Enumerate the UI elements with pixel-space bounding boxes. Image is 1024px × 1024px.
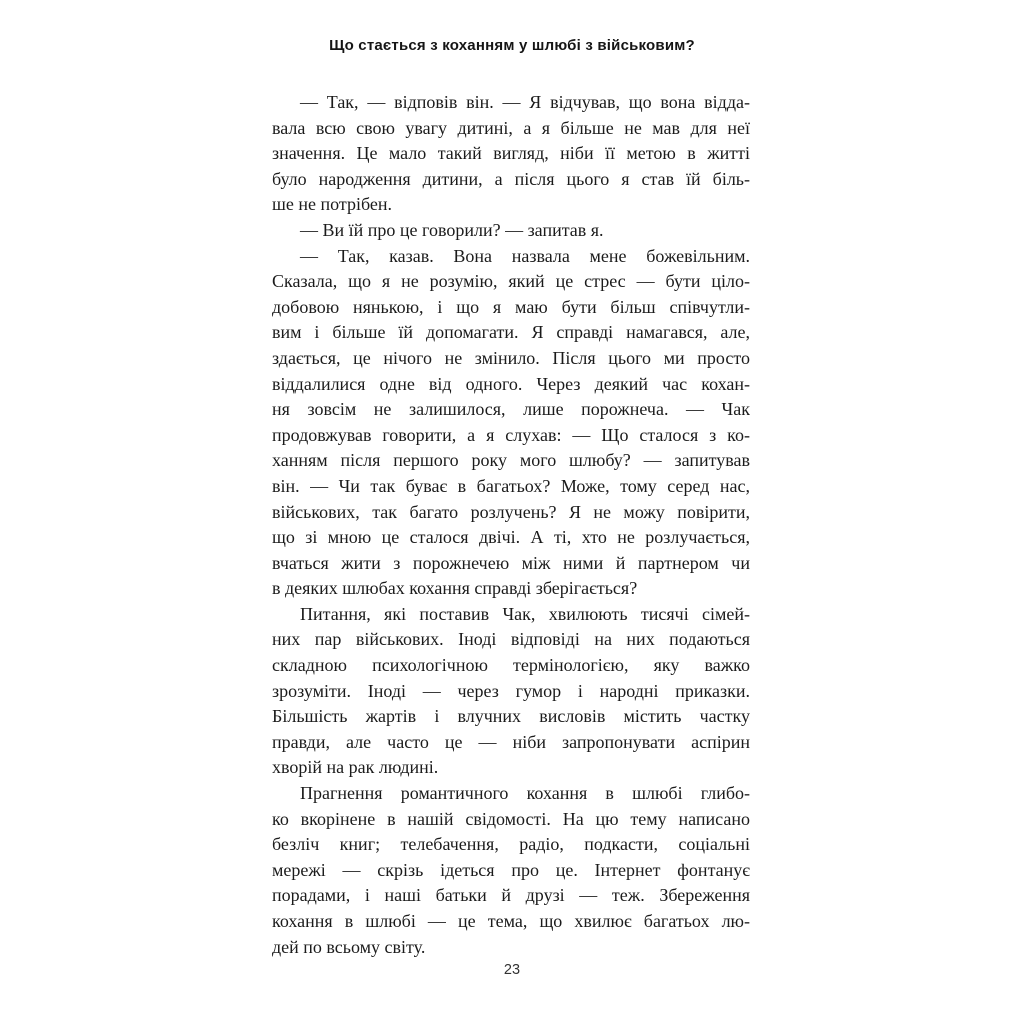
- text-line: ханням після першого року мого шлюбу? — запитував: [272, 450, 750, 471]
- text-line: Сказала, що я не розумію, який це стрес — бути ціло-: [272, 271, 750, 292]
- text-line: було народження дитини, а після цього я став їй біль-: [272, 168, 750, 189]
- text-line: дей по всьому світу.: [272, 936, 426, 957]
- running-header: Що стається з коханням у шлюбі з військовим?: [329, 37, 695, 54]
- paragraph: [272, 602, 750, 781]
- text-line: — Так, — відповів він. — Я відчував, що вона відда-: [300, 92, 750, 112]
- text-line: хворій на рак людині.: [272, 757, 439, 778]
- text-line: ше не потрібен.: [272, 194, 392, 215]
- text-line: складною психологічною термінологією, яку важко: [272, 655, 750, 676]
- text-line: віддалилися одне від одного. Через деякий час кохан-: [272, 373, 750, 394]
- paragraph: [272, 244, 750, 602]
- text-line: ня зовсім не залишилося, лише порожнеча. — Чак: [272, 399, 750, 420]
- paragraph: [272, 781, 750, 960]
- text-line: добовою нянькою, і що я маю бути більш співчутли-: [272, 296, 750, 317]
- text-line: вала всю свою увагу дитині, а я більше не мав для неї: [272, 117, 750, 138]
- text-line: порадами, і наші батьки й друзі — теж. Збереження: [272, 885, 750, 906]
- text-line: значення. Це мало такий вигляд, ніби її метою в житті: [272, 143, 750, 164]
- text-line: Більшість жартів і влучних висловів містить частку: [272, 706, 750, 727]
- text-line: — Ви їй про це говорили? — запитав я.: [300, 219, 604, 240]
- text-line: Прагнення романтичного кохання в шлюбі глибо-: [300, 783, 750, 804]
- text-line: вчаться жити з порожнечею між ними й партнером чи: [272, 552, 750, 573]
- text-line: він. — Чи так буває в багатьох? Може, тому серед нас,: [272, 475, 750, 496]
- text-line: них пар військових. Іноді відповіді на них подаються: [272, 629, 750, 650]
- text-line: військових, так багато розлучень? Я не можу повірити,: [272, 501, 750, 522]
- text-line: вим і більше їй допомагати. Я справді намагався, але,: [272, 322, 750, 343]
- paragraph: [272, 90, 750, 218]
- text-line: кохання в шлюбі — це тема, що хвилює багатьох лю-: [272, 911, 750, 931]
- text-line: здається, це нічого не змінило. Після цього ми просто: [272, 347, 750, 368]
- text-line: що зі мною це сталося двічі. А ті, хто не розлучається,: [272, 527, 750, 548]
- page-number: 23: [503, 962, 521, 978]
- text-line: Питання, які поставив Чак, хвилюють тисячі сімей-: [300, 603, 750, 624]
- text-line: мережі — скрізь ідеться про це. Інтернет фонтанує: [272, 859, 750, 880]
- text-line: ко вкорінене в нашій свідомості. На цю тему написано: [272, 808, 750, 829]
- text-line: в деяких шлюбах кохання справді зберігається?: [272, 578, 638, 599]
- text-line: зрозуміти. Іноді — через гумор і народні приказки.: [272, 680, 750, 701]
- text-line: продовжував говорити, а я слухав: — Що сталося з ко-: [272, 424, 750, 445]
- text-block: [272, 90, 750, 960]
- text-line: — Так, казав. Вона назвала мене божевільним.: [300, 245, 750, 266]
- text-line: безліч книг; телебачення, радіо, подкасти, соціальні: [272, 834, 750, 855]
- text-line: правди, але часто це — ніби запропонувати аспірин: [272, 731, 750, 752]
- paragraph: [272, 218, 750, 244]
